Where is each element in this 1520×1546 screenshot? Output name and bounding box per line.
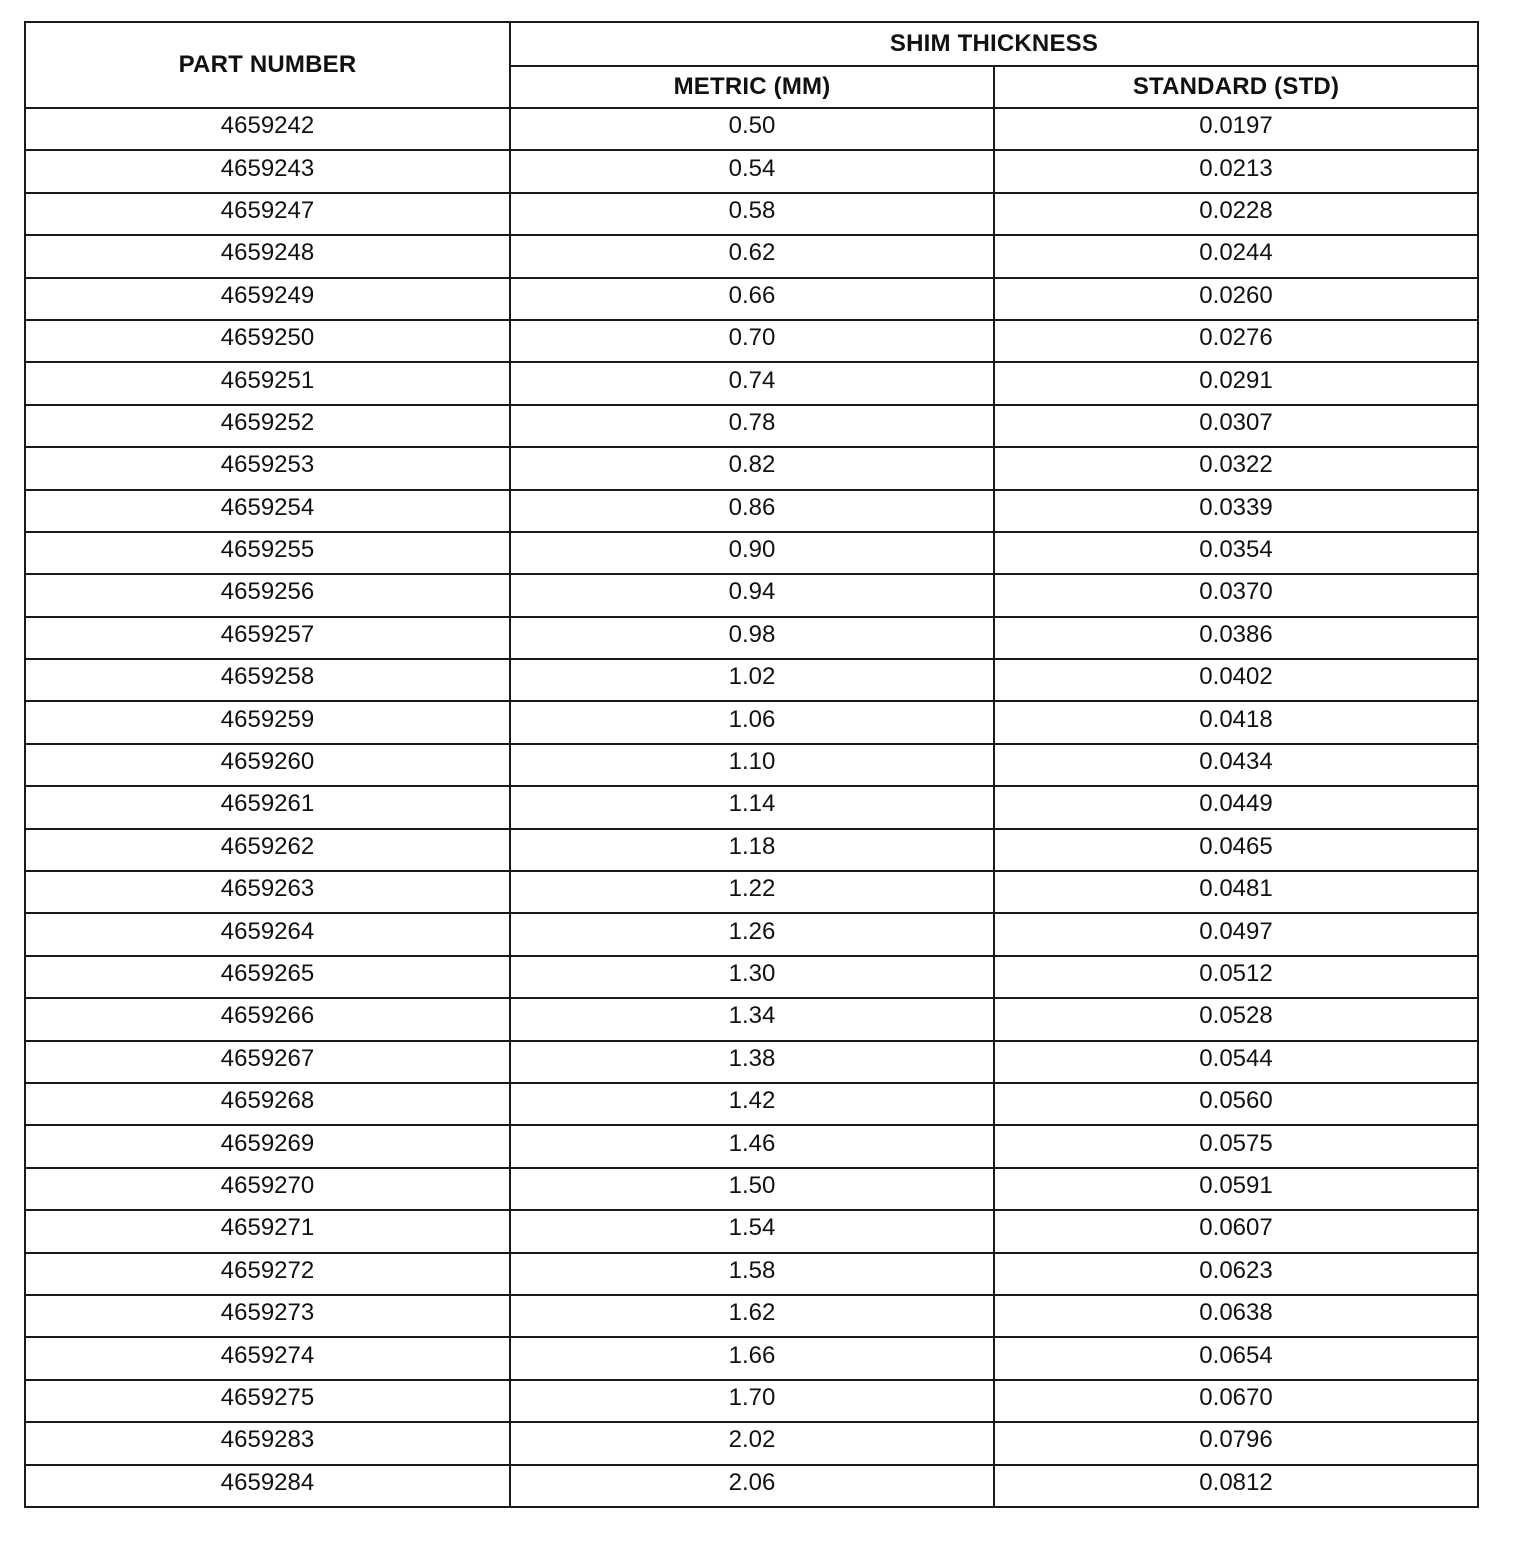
standard-cell: 0.0244	[994, 235, 1478, 277]
metric-cell: 0.50	[510, 108, 994, 150]
metric-cell: 1.34	[510, 998, 994, 1040]
table-row	[25, 744, 1478, 786]
metric-cell: 0.82	[510, 447, 994, 489]
part-number-cell: 4659247	[25, 193, 510, 235]
metric-cell: 0.66	[510, 278, 994, 320]
part-number-cell: 4659275	[25, 1380, 510, 1422]
table-row	[25, 447, 1478, 489]
table-row	[25, 1465, 1478, 1507]
standard-cell: 0.0322	[994, 447, 1478, 489]
table-row	[25, 956, 1478, 998]
part-number-cell: 4659253	[25, 447, 510, 489]
table-row	[25, 913, 1478, 955]
metric-cell: 1.42	[510, 1083, 994, 1125]
standard-cell: 0.0276	[994, 320, 1478, 362]
standard-cell: 0.0434	[994, 744, 1478, 786]
metric-cell: 1.14	[510, 786, 994, 828]
metric-cell: 0.70	[510, 320, 994, 362]
standard-cell: 0.0623	[994, 1253, 1478, 1295]
standard-cell: 0.0670	[994, 1380, 1478, 1422]
part-number-cell: 4659256	[25, 574, 510, 616]
header-part-number: PART NUMBER	[25, 22, 510, 108]
metric-cell: 1.30	[510, 956, 994, 998]
standard-cell: 0.0307	[994, 405, 1478, 447]
part-number-cell: 4659252	[25, 405, 510, 447]
part-number-cell: 4659269	[25, 1125, 510, 1167]
table-row	[25, 1125, 1478, 1167]
metric-cell: 1.06	[510, 701, 994, 743]
metric-cell: 2.02	[510, 1422, 994, 1464]
metric-cell: 1.38	[510, 1041, 994, 1083]
metric-cell: 2.06	[510, 1465, 994, 1507]
standard-cell: 0.0497	[994, 913, 1478, 955]
metric-cell: 1.66	[510, 1337, 994, 1379]
metric-cell: 1.54	[510, 1210, 994, 1252]
standard-cell: 0.0370	[994, 574, 1478, 616]
table-row	[25, 278, 1478, 320]
metric-cell: 0.54	[510, 150, 994, 192]
part-number-cell: 4659260	[25, 744, 510, 786]
standard-cell: 0.0386	[994, 617, 1478, 659]
table-row	[25, 1295, 1478, 1337]
header-standard: STANDARD (STD)	[994, 66, 1478, 108]
table-row	[25, 998, 1478, 1040]
table-row	[25, 490, 1478, 532]
standard-cell: 0.0228	[994, 193, 1478, 235]
part-number-cell: 4659261	[25, 786, 510, 828]
part-number-cell: 4659259	[25, 701, 510, 743]
metric-cell: 1.50	[510, 1168, 994, 1210]
metric-cell: 1.46	[510, 1125, 994, 1167]
part-number-cell: 4659271	[25, 1210, 510, 1252]
metric-cell: 0.58	[510, 193, 994, 235]
part-number-cell: 4659262	[25, 829, 510, 871]
metric-cell: 1.70	[510, 1380, 994, 1422]
table-row	[25, 617, 1478, 659]
table-row	[25, 1041, 1478, 1083]
shim-thickness-table	[24, 21, 1479, 1508]
table-row	[25, 701, 1478, 743]
metric-cell: 1.62	[510, 1295, 994, 1337]
header-metric: METRIC (MM)	[510, 66, 994, 108]
standard-cell: 0.0197	[994, 108, 1478, 150]
table-row	[25, 532, 1478, 574]
standard-cell: 0.0260	[994, 278, 1478, 320]
table-row	[25, 405, 1478, 447]
table-row	[25, 1210, 1478, 1252]
standard-cell: 0.0591	[994, 1168, 1478, 1210]
standard-cell: 0.0812	[994, 1465, 1478, 1507]
part-number-cell: 4659283	[25, 1422, 510, 1464]
part-number-cell: 4659273	[25, 1295, 510, 1337]
part-number-cell: 4659264	[25, 913, 510, 955]
table-header	[25, 22, 1478, 108]
header-shim-thickness: SHIM THICKNESS	[510, 22, 1478, 66]
standard-cell: 0.0402	[994, 659, 1478, 701]
standard-cell: 0.0528	[994, 998, 1478, 1040]
table-row	[25, 193, 1478, 235]
part-number-cell: 4659274	[25, 1337, 510, 1379]
table-row	[25, 362, 1478, 404]
standard-cell: 0.0449	[994, 786, 1478, 828]
table-row	[25, 659, 1478, 701]
standard-cell: 0.0607	[994, 1210, 1478, 1252]
metric-cell: 1.26	[510, 913, 994, 955]
metric-cell: 0.78	[510, 405, 994, 447]
table-row	[25, 1380, 1478, 1422]
metric-cell: 1.02	[510, 659, 994, 701]
table-row	[25, 1422, 1478, 1464]
metric-cell: 0.94	[510, 574, 994, 616]
standard-cell: 0.0638	[994, 1295, 1478, 1337]
table-row	[25, 574, 1478, 616]
part-number-cell: 4659255	[25, 532, 510, 574]
standard-cell: 0.0512	[994, 956, 1478, 998]
standard-cell: 0.0213	[994, 150, 1478, 192]
part-number-cell: 4659257	[25, 617, 510, 659]
table-body	[25, 108, 1478, 1507]
table-row	[25, 1168, 1478, 1210]
metric-cell: 0.98	[510, 617, 994, 659]
part-number-cell: 4659267	[25, 1041, 510, 1083]
metric-cell: 0.86	[510, 490, 994, 532]
part-number-cell: 4659254	[25, 490, 510, 532]
metric-cell: 1.22	[510, 871, 994, 913]
part-number-cell: 4659268	[25, 1083, 510, 1125]
table-row	[25, 108, 1478, 150]
metric-cell: 0.62	[510, 235, 994, 277]
part-number-cell: 4659263	[25, 871, 510, 913]
table-row	[25, 871, 1478, 913]
standard-cell: 0.0575	[994, 1125, 1478, 1167]
part-number-cell: 4659250	[25, 320, 510, 362]
part-number-cell: 4659265	[25, 956, 510, 998]
standard-cell: 0.0418	[994, 701, 1478, 743]
table-row	[25, 320, 1478, 362]
metric-cell: 1.58	[510, 1253, 994, 1295]
standard-cell: 0.0654	[994, 1337, 1478, 1379]
part-number-cell: 4659249	[25, 278, 510, 320]
part-number-cell: 4659243	[25, 150, 510, 192]
standard-cell: 0.0544	[994, 1041, 1478, 1083]
part-number-cell: 4659248	[25, 235, 510, 277]
part-number-cell: 4659270	[25, 1168, 510, 1210]
part-number-cell: 4659272	[25, 1253, 510, 1295]
standard-cell: 0.0481	[994, 871, 1478, 913]
table-row	[25, 1337, 1478, 1379]
part-number-cell: 4659258	[25, 659, 510, 701]
standard-cell: 0.0560	[994, 1083, 1478, 1125]
standard-cell: 0.0465	[994, 829, 1478, 871]
table-row	[25, 1083, 1478, 1125]
table-row	[25, 829, 1478, 871]
table-row	[25, 235, 1478, 277]
part-number-cell: 4659242	[25, 108, 510, 150]
table-row	[25, 786, 1478, 828]
part-number-cell: 4659266	[25, 998, 510, 1040]
part-number-cell: 4659251	[25, 362, 510, 404]
standard-cell: 0.0291	[994, 362, 1478, 404]
part-number-cell: 4659284	[25, 1465, 510, 1507]
metric-cell: 1.10	[510, 744, 994, 786]
table-row	[25, 150, 1478, 192]
standard-cell: 0.0796	[994, 1422, 1478, 1464]
metric-cell: 0.74	[510, 362, 994, 404]
table-row	[25, 1253, 1478, 1295]
standard-cell: 0.0339	[994, 490, 1478, 532]
standard-cell: 0.0354	[994, 532, 1478, 574]
metric-cell: 1.18	[510, 829, 994, 871]
metric-cell: 0.90	[510, 532, 994, 574]
